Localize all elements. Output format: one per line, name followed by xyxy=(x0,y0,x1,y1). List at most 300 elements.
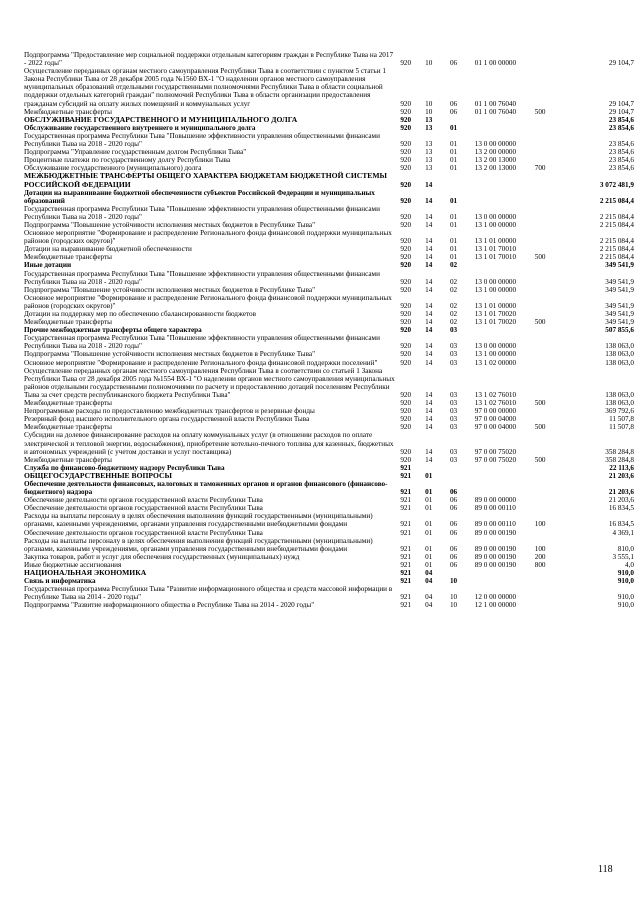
row-name: Осуществление переданных органам местного самоуправления Республики Тыва в соответствии с пунктом 5 статьи 1 Закона Республики Тыва от 28 декабря 2005 года №1560 ВХ-1 "О наделении органов местного самоуправления муниципальных образований отдельными государственными полномочиями Республики Тыва в области социальной поддержки отдельных категорий граждан" полномочий Республики Тыва в области организации предоставления гражданам субсидий на оплату жилых помещений и коммунальных услуг xyxy=(24,67,386,108)
row-pr xyxy=(450,464,475,472)
row-name: Осуществление переданных органам местного самоуправления Республики Тыва в соответствии со статьей 1 Закона Республики Тыва от 28 декабря 2005 года №1554 ВХ-1 "О наделении органов местного самоуправления муниципальных районов отдельными государственными полномочиями по расчету и предоставлению дотаций поселениям Республики Тыва за счет средств республиканского бюджета Республики Тыва" xyxy=(24,366,395,399)
row-rz: 04 xyxy=(425,577,433,586)
row-sum: 11 507,8 xyxy=(609,415,634,424)
row-rz: 14 xyxy=(425,196,433,205)
row-ved: 920 xyxy=(400,99,412,108)
row-vr xyxy=(535,51,570,67)
row-vr xyxy=(535,124,570,132)
row-pr: 02 xyxy=(449,318,458,327)
row-name: Дотации на выравнивание бюджетной обеспеченности субъектов Российской Федерации и муниципальных образований xyxy=(24,188,375,205)
row-rz: 14 xyxy=(425,318,433,327)
row-csr: 13 2 00 00000 xyxy=(474,148,517,157)
row-ved: 921 xyxy=(400,528,412,537)
row-vr: 100 xyxy=(534,520,546,529)
row-rz: 14 xyxy=(425,342,433,351)
row-csr xyxy=(475,577,535,585)
row-csr: 13 1 01 70010 xyxy=(474,253,517,262)
row-rz: 14 xyxy=(425,390,433,399)
row-sum: 349 541,9 xyxy=(605,285,634,294)
table-row xyxy=(24,148,634,156)
row-csr: 13 1 00 00000 xyxy=(474,285,517,294)
row-vr xyxy=(535,367,570,399)
row-vr xyxy=(535,221,570,229)
row-name: Основное мероприятие "Формирование и распределение Регионального фонда финансовой поддержки поселений" xyxy=(24,358,378,367)
row-sum: 2 215 084,4 xyxy=(599,245,634,254)
row-vr: 800 xyxy=(534,560,546,569)
row-ved: 920 xyxy=(400,115,412,124)
table-row xyxy=(24,294,634,310)
row-ved: 921 xyxy=(400,463,412,472)
row-name: Межбюджетные трансферты xyxy=(24,107,112,116)
table-row xyxy=(24,334,634,350)
row-rz: 14 xyxy=(425,285,433,294)
table-row xyxy=(24,253,634,261)
row-vr xyxy=(535,577,570,585)
row-sum: 910,0 xyxy=(617,569,634,577)
row-pr: 03 xyxy=(449,407,458,416)
row-pr: 01 xyxy=(449,220,458,229)
row-vr: 500 xyxy=(534,423,546,432)
row-ved: 920 xyxy=(400,237,412,246)
row-ved: 920 xyxy=(400,277,412,286)
row-name: Обслуживание государственного (муниципального) долга xyxy=(24,164,202,173)
row-name: ОБСЛУЖИВАНИЕ ГОСУДАРСТВЕННОГО И МУНИЦИПАЛЬНОГО ДОЛГА xyxy=(24,114,298,124)
row-name: Закупка товаров, работ и услуг для обеспечения государственных (муниципальных) нужд xyxy=(24,552,300,561)
row-pr: 06 xyxy=(449,488,458,497)
row-ved: 920 xyxy=(400,350,412,359)
row-pr: 02 xyxy=(449,301,458,310)
row-rz: 14 xyxy=(425,423,433,432)
row-pr: 03 xyxy=(449,415,458,424)
table-row xyxy=(24,51,634,67)
row-vr xyxy=(535,334,570,350)
row-pr: 01 xyxy=(449,212,458,221)
row-ved: 921 xyxy=(400,488,412,497)
row-ved: 920 xyxy=(400,390,412,399)
row-rz: 13 xyxy=(425,156,433,165)
row-sum: 21 203,6 xyxy=(608,471,634,480)
row-pr: 02 xyxy=(449,277,458,286)
row-sum: 349 541,9 xyxy=(605,310,634,318)
row-vr xyxy=(535,472,570,480)
row-csr: 13 1 02 76010 xyxy=(474,390,517,399)
row-ved: 920 xyxy=(400,148,412,157)
row-pr: 10 xyxy=(449,577,458,586)
row-rz: 01 xyxy=(425,552,433,561)
table-row xyxy=(24,399,634,407)
row-pr xyxy=(450,472,475,480)
row-ved: 921 xyxy=(400,560,412,569)
row-sum: 349 541,9 xyxy=(605,261,634,270)
row-vr xyxy=(535,156,570,164)
row-sum: 138 063,0 xyxy=(605,399,634,408)
row-vr xyxy=(535,415,570,423)
table-row xyxy=(24,472,634,480)
row-ved: 920 xyxy=(400,342,412,351)
row-name: Дотации на поддержку мер по обеспечению сбалансированности бюджетов xyxy=(24,310,257,318)
row-sum: 16 834,5 xyxy=(608,504,634,513)
row-pr: 02 xyxy=(449,261,458,270)
row-ved: 920 xyxy=(400,123,412,132)
row-pr: 02 xyxy=(449,285,458,294)
row-ved: 920 xyxy=(400,318,412,327)
row-ved: 920 xyxy=(400,245,412,254)
row-rz: 14 xyxy=(425,277,433,286)
row-sum: 369 792,6 xyxy=(605,407,634,416)
row-pr: 02 xyxy=(449,310,458,318)
row-vr xyxy=(535,310,570,318)
row-sum: 22 113,6 xyxy=(609,463,634,472)
row-rz: 14 xyxy=(425,407,433,416)
row-csr: 97 0 00 04000 xyxy=(474,415,517,424)
table-row xyxy=(24,310,634,318)
row-vr xyxy=(535,229,570,245)
row-sum: 2 215 084,4 xyxy=(599,237,634,246)
table-row xyxy=(24,569,634,577)
row-rz: 01 xyxy=(425,471,433,480)
row-pr: 03 xyxy=(449,399,458,408)
row-pr: 10 xyxy=(449,601,458,610)
row-pr: 06 xyxy=(449,552,458,561)
row-sum: 910,0 xyxy=(617,601,634,610)
table-row xyxy=(24,189,634,205)
table-row xyxy=(24,359,634,367)
row-rz: 14 xyxy=(425,350,433,359)
row-rz: 14 xyxy=(425,326,433,335)
row-name: Иные дотации xyxy=(24,261,72,270)
row-csr: 12 0 00 00000 xyxy=(474,593,517,602)
row-name: Обеспечение деятельности финансовых, налоговых и таможенных органов и органов финансового (финансово-бюджетного) надзора xyxy=(24,479,388,497)
row-csr xyxy=(475,326,535,334)
row-sum: 23 854,6 xyxy=(608,115,634,124)
row-rz: 10 xyxy=(425,99,433,108)
row-sum: 11 507,8 xyxy=(609,423,634,432)
row-ved: 920 xyxy=(400,310,412,318)
table-row xyxy=(24,124,634,132)
row-rz: 14 xyxy=(425,220,433,229)
row-csr xyxy=(475,261,535,269)
row-sum: 2 215 084,4 xyxy=(599,196,634,205)
row-pr: 03 xyxy=(449,342,458,351)
row-name: Государственная программа Республики Тыва "Развитие информационного общества и средств массовой информации в Республике Тыва на 2014 - 2020 годы" xyxy=(24,585,393,602)
row-name: Обеспечение деятельности органов государственной власти Республики Тыва xyxy=(24,528,263,537)
row-ved: 920 xyxy=(400,407,412,416)
row-sum: 138 063,0 xyxy=(605,390,634,399)
row-name: Обслуживание государственного внутреннего и муниципального долга xyxy=(24,123,256,132)
row-ved: 921 xyxy=(400,593,412,602)
row-csr xyxy=(475,124,535,132)
row-rz: 13 xyxy=(425,123,433,132)
row-vr xyxy=(535,359,570,367)
row-vr xyxy=(535,270,570,286)
row-name: Подпрограмма "Повышение устойчивости исполнения местных бюджетов в Республике Тыва" xyxy=(24,350,316,359)
budget-table xyxy=(24,51,634,609)
row-name: ОБЩЕГОСУДАРСТВЕННЫЕ ВОПРОСЫ xyxy=(24,470,172,480)
row-pr: 01 xyxy=(449,196,458,205)
row-csr: 89 0 00 00190 xyxy=(474,544,517,553)
row-ved: 920 xyxy=(400,156,412,165)
table-row xyxy=(24,601,634,609)
row-rz: 01 xyxy=(425,520,433,529)
row-ved: 920 xyxy=(400,415,412,424)
row-name: Подпрограмма "Управление государственным долгом Республики Тыва" xyxy=(24,148,247,157)
row-name: Процентные платежи по государственному долгу Республики Тыва xyxy=(24,156,231,165)
row-vr xyxy=(535,261,570,269)
row-rz: 13 xyxy=(425,115,433,124)
row-ved: 920 xyxy=(400,261,412,270)
row-rz: 14 xyxy=(425,447,433,456)
row-ved: 921 xyxy=(400,577,412,586)
table-row xyxy=(24,577,634,585)
row-pr: 01 xyxy=(449,245,458,254)
row-vr xyxy=(535,585,570,601)
row-name: МЕЖБЮДЖЕТНЫЕ ТРАНСФЕРТЫ ОБЩЕГО ХАРАКТЕРА БЮДЖЕТАМ БЮДЖЕТНОЙ СИСТЕМЫ РОССИЙСКОЙ ФЕДЕРАЦИИ xyxy=(24,171,387,189)
table-row xyxy=(24,286,634,294)
row-ved: 920 xyxy=(400,253,412,262)
row-vr: 500 xyxy=(534,318,546,327)
table-row xyxy=(24,512,634,528)
row-ved: 920 xyxy=(400,164,412,173)
row-pr: 01 xyxy=(449,164,458,173)
row-pr: 03 xyxy=(449,390,458,399)
row-pr xyxy=(450,172,475,188)
row-ved: 921 xyxy=(400,544,412,553)
row-csr: 13 1 01 70010 xyxy=(474,245,517,254)
row-pr: 03 xyxy=(449,326,458,335)
row-pr: 01 xyxy=(449,148,458,157)
row-rz xyxy=(425,464,450,472)
row-name: Государственная программа Республики Тыва "Повышение эффективности управления общественными финансами Республики Тыва на 2018 - 2020 годы" xyxy=(24,131,380,149)
row-sum: 4 369,1 xyxy=(612,528,634,537)
table-row xyxy=(24,585,634,601)
row-sum: 21 203,6 xyxy=(608,488,634,497)
row-sum: 358 284,8 xyxy=(605,455,634,464)
row-name: Служба по финансово-бюджетному надзору Республики Тыва xyxy=(24,463,225,472)
row-rz: 13 xyxy=(425,140,433,149)
row-rz: 04 xyxy=(425,593,433,602)
row-csr xyxy=(475,116,535,124)
row-pr: 03 xyxy=(449,447,458,456)
row-csr: 13 1 00 00000 xyxy=(474,350,517,359)
row-csr: 13 2 00 13000 xyxy=(474,156,517,165)
table-row xyxy=(24,415,634,423)
row-name: НАЦИОНАЛЬНАЯ ЭКОНОМИКА xyxy=(24,568,147,577)
row-name: Резервный фонд высшего исполнительного органа государственной власти Республики Тыва xyxy=(24,415,310,424)
row-csr: 89 0 00 00000 xyxy=(474,496,517,505)
row-vr xyxy=(535,529,570,537)
row-name: Подпрограмма "Повышение устойчивости исполнения местных бюджетов в Республике Тыва" xyxy=(24,285,316,294)
row-vr xyxy=(535,431,570,455)
row-sum: 23 854,6 xyxy=(608,123,634,132)
row-csr: 89 0 00 00110 xyxy=(474,504,516,513)
row-rz: 04 xyxy=(425,601,433,610)
row-ved: 920 xyxy=(400,285,412,294)
row-ved: 920 xyxy=(400,220,412,229)
table-row xyxy=(24,326,634,334)
row-ved: 920 xyxy=(400,455,412,464)
row-csr: 13 1 01 70020 xyxy=(474,310,517,318)
row-rz: 14 xyxy=(425,310,433,318)
row-ved: 920 xyxy=(400,301,412,310)
table-row xyxy=(24,553,634,561)
row-ved: 921 xyxy=(400,552,412,561)
table-row xyxy=(24,221,634,229)
table-row xyxy=(24,504,634,512)
row-vr xyxy=(535,132,570,148)
row-ved: 920 xyxy=(400,399,412,408)
row-csr: 13 1 02 76010 xyxy=(474,399,517,408)
row-pr: 06 xyxy=(449,99,458,108)
row-name: Государственная программа Республики Тыва "Повышение эффективности управления общественными финансами Республики Тыва на 2018 - 2020 годы" xyxy=(24,269,380,286)
row-rz: 01 xyxy=(425,496,433,505)
row-vr xyxy=(535,350,570,358)
row-rz: 01 xyxy=(425,560,433,569)
table-row xyxy=(24,529,634,537)
row-vr xyxy=(535,504,570,512)
row-pr: 01 xyxy=(449,156,458,165)
row-csr: 13 1 02 00000 xyxy=(474,358,517,367)
row-name: Связь и информатика xyxy=(24,577,96,586)
row-csr: 89 0 00 00110 xyxy=(474,520,516,529)
row-sum: 138 063,0 xyxy=(605,342,634,351)
row-sum: 3 555,1 xyxy=(612,552,634,561)
row-sum: 29 104,7 xyxy=(608,99,634,108)
table-row xyxy=(24,67,634,107)
row-ved: 920 xyxy=(400,423,412,432)
row-name: Подпрограмма "Повышение устойчивости исполнения местных бюджетов в Республике Тыва" xyxy=(24,220,316,229)
row-csr: 13 2 00 13000 xyxy=(474,164,517,173)
row-pr: 06 xyxy=(449,528,458,537)
row-ved: 921 xyxy=(400,504,412,513)
row-name: Обеспечение деятельности органов государственной власти Республики Тыва xyxy=(24,504,263,513)
row-sum: 138 063,0 xyxy=(605,350,634,359)
row-vr xyxy=(535,245,570,253)
row-csr xyxy=(475,189,535,205)
row-ved: 920 xyxy=(400,107,412,116)
row-sum: 358 284,8 xyxy=(605,447,634,456)
row-rz: 13 xyxy=(425,148,433,157)
row-name: Государственная программа Республики Тыва "Повышение эффективности управления общественными финансами Республики Тыва на 2018 - 2020 годы" xyxy=(24,204,380,221)
row-vr: 700 xyxy=(534,164,546,173)
row-pr: 06 xyxy=(449,107,458,116)
row-ved: 920 xyxy=(400,140,412,149)
row-rz: 14 xyxy=(425,237,433,246)
row-rz: 01 xyxy=(425,488,433,497)
row-csr xyxy=(475,480,535,496)
row-rz: 14 xyxy=(425,399,433,408)
row-rz: 14 xyxy=(425,261,433,270)
row-pr: 06 xyxy=(449,504,458,513)
row-vr: 500 xyxy=(534,253,546,262)
row-name: Расходы на выплаты персоналу в целях обеспечения выполнения функций государственными (муниципальными) органами, казенными учреждениями, органами управления государственными внебюджетными фондами xyxy=(24,536,373,553)
row-csr: 12 1 00 00000 xyxy=(474,601,517,610)
row-name: Подпрограмма "Развитие информационного общества в Республике Тыва на 2014 - 2020 годы" xyxy=(24,601,315,610)
row-pr: 03 xyxy=(449,423,458,432)
row-csr: 97 0 00 75020 xyxy=(474,455,517,464)
row-vr xyxy=(535,294,570,310)
row-vr: 200 xyxy=(534,552,546,561)
row-pr: 01 xyxy=(449,237,458,246)
row-vr xyxy=(535,496,570,504)
row-sum: 2 215 084,4 xyxy=(599,212,634,221)
row-sum: 910,0 xyxy=(617,593,634,602)
row-ved: 921 xyxy=(400,569,412,577)
row-sum: 3 072 481,9 xyxy=(599,180,634,189)
row-rz: 01 xyxy=(425,528,433,537)
row-sum: 29 104,7 xyxy=(608,107,634,116)
row-sum: 23 854,6 xyxy=(608,164,634,173)
row-vr xyxy=(535,172,570,188)
row-ved: 920 xyxy=(400,180,412,189)
row-csr: 89 0 00 00190 xyxy=(474,560,517,569)
table-row xyxy=(24,480,634,496)
row-csr: 13 1 00 00000 xyxy=(474,220,517,229)
row-ved: 921 xyxy=(400,601,412,610)
table-row xyxy=(24,205,634,221)
row-pr: 03 xyxy=(449,350,458,359)
row-vr: 500 xyxy=(534,455,546,464)
row-name: Государственная программа Республики Тыва "Повышение эффективности управления общественными финансами Республики Тыва на 2018 - 2020 годы" xyxy=(24,334,380,351)
table-row xyxy=(24,456,634,464)
row-sum: 23 854,6 xyxy=(608,148,634,157)
row-name: Иные бюджетные ассигнования xyxy=(24,560,122,569)
row-csr xyxy=(475,172,535,188)
row-vr: 100 xyxy=(534,544,546,553)
row-vr xyxy=(535,67,570,107)
row-vr xyxy=(535,326,570,334)
row-name: Прочие межбюджетные трансферты общего характера xyxy=(24,326,202,335)
row-sum: 21 203,6 xyxy=(608,496,634,505)
row-rz: 14 xyxy=(425,212,433,221)
table-row xyxy=(24,172,634,188)
row-ved: 921 xyxy=(400,471,412,480)
row-vr xyxy=(535,601,570,609)
row-sum: 29 104,7 xyxy=(608,59,634,68)
row-rz: 14 xyxy=(425,245,433,254)
row-name: Межбюджетные трансферты xyxy=(24,423,112,432)
row-sum: 349 541,9 xyxy=(605,301,634,310)
row-name: Дотации на выравнивание бюджетной обеспеченности xyxy=(24,245,192,254)
table-row xyxy=(24,407,634,415)
row-rz: 10 xyxy=(425,107,433,116)
row-vr xyxy=(535,480,570,496)
row-sum: 507 855,6 xyxy=(605,326,634,335)
row-ved: 920 xyxy=(400,358,412,367)
row-csr xyxy=(475,464,535,472)
row-ved: 921 xyxy=(400,496,412,505)
row-csr: 13 0 00 00000 xyxy=(474,277,517,286)
row-csr: 13 1 01 00000 xyxy=(474,237,517,246)
row-ved: 921 xyxy=(400,520,412,529)
row-csr: 13 0 00 00000 xyxy=(474,342,517,351)
row-pr: 01 xyxy=(449,253,458,262)
row-vr xyxy=(535,205,570,221)
row-sum: 16 834,5 xyxy=(608,520,634,529)
row-vr xyxy=(535,569,570,577)
row-pr: 03 xyxy=(449,455,458,464)
row-sum: 2 215 084,4 xyxy=(599,220,634,229)
row-pr: 06 xyxy=(449,496,458,505)
row-ved: 920 xyxy=(400,326,412,335)
row-csr: 13 0 00 00000 xyxy=(474,212,517,221)
budget-table-body xyxy=(24,51,634,609)
table-row xyxy=(24,367,634,399)
row-rz: 14 xyxy=(425,253,433,262)
row-pr: 06 xyxy=(449,520,458,529)
row-ved: 920 xyxy=(400,196,412,205)
row-vr xyxy=(535,407,570,415)
table-row xyxy=(24,156,634,164)
